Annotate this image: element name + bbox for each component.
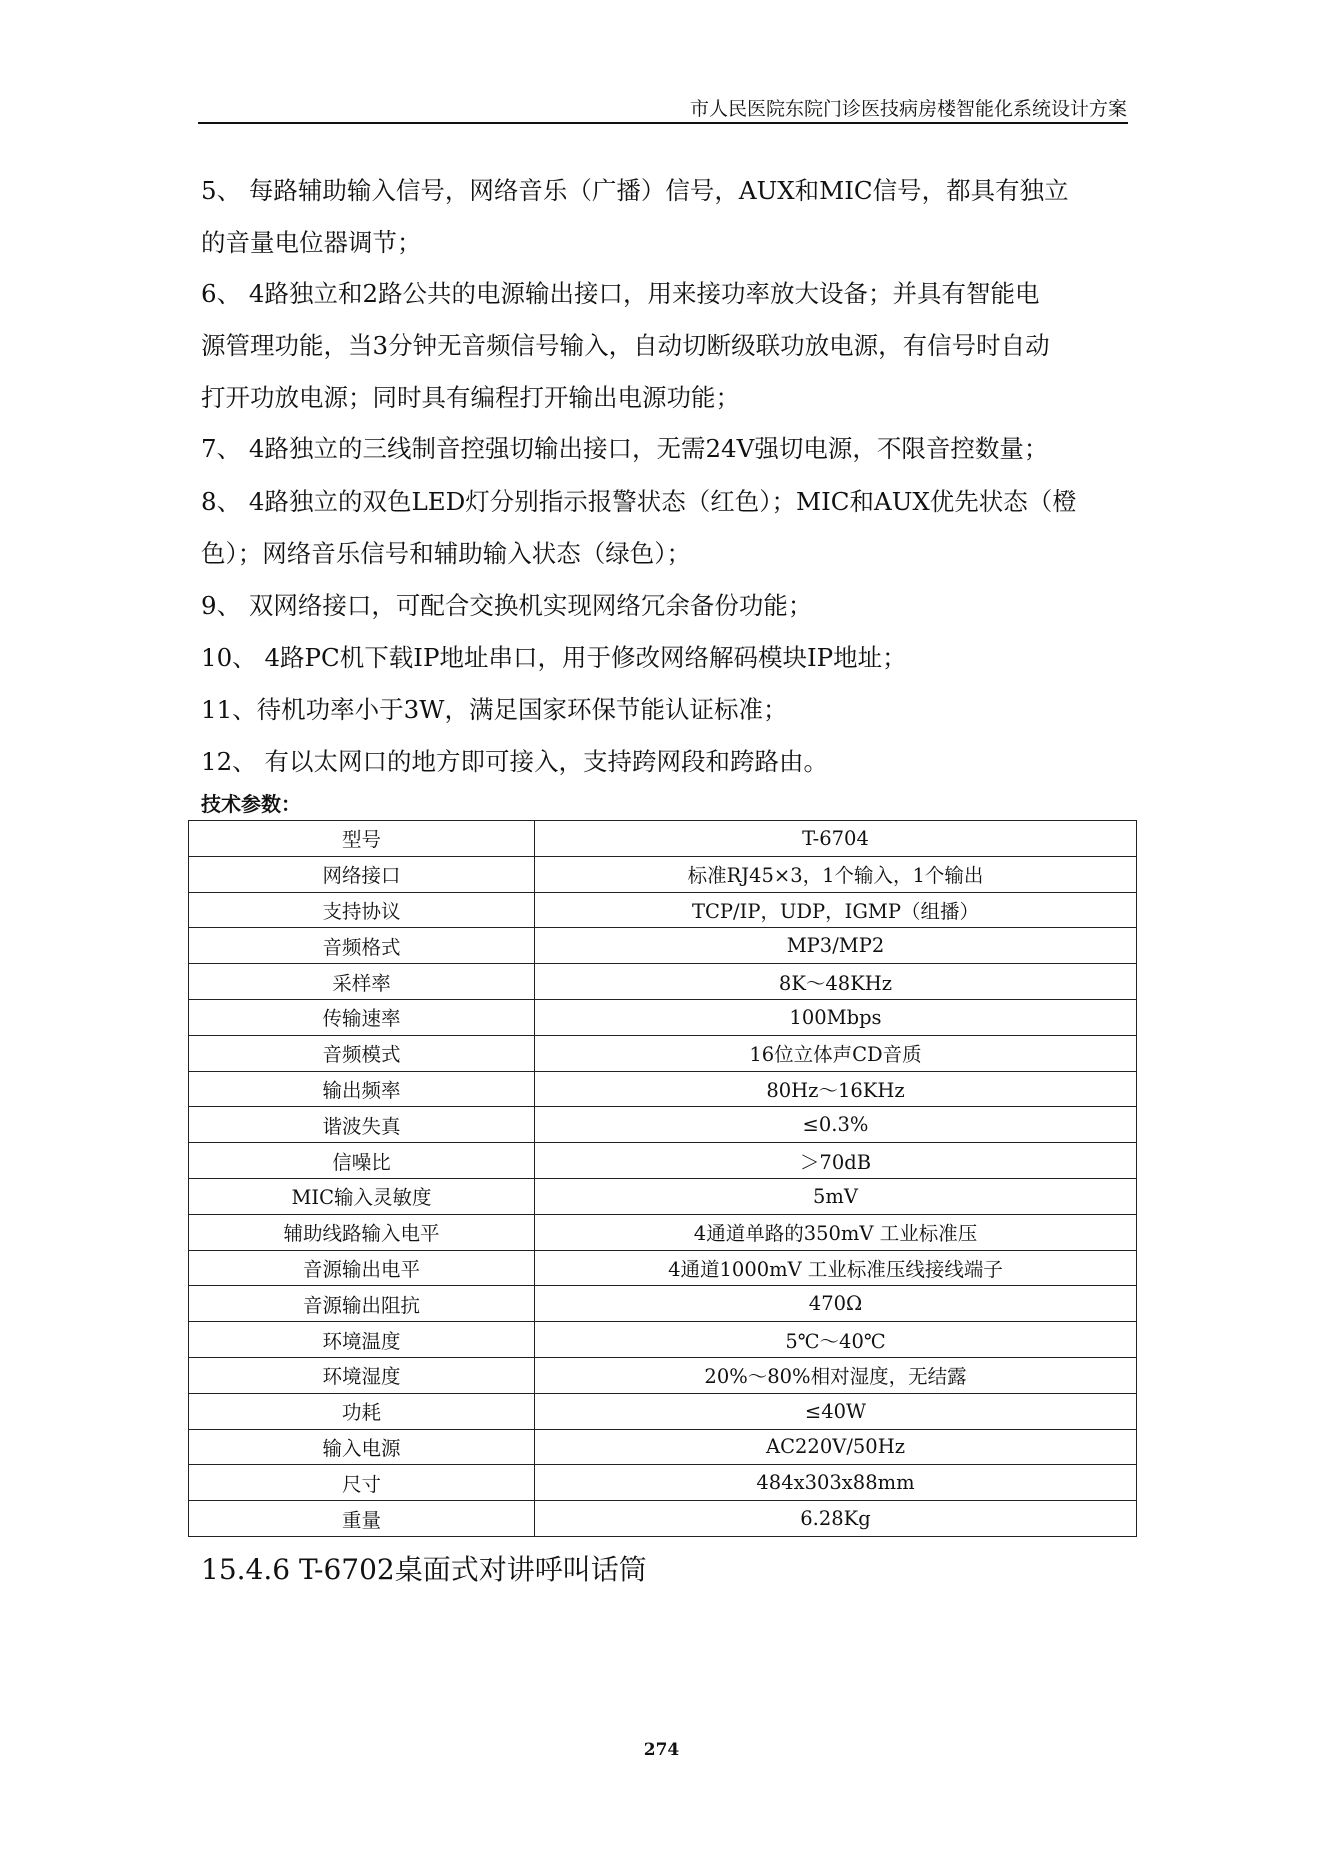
spec-param-name: 输出频率 bbox=[189, 1071, 535, 1107]
header-rule bbox=[198, 122, 1128, 124]
table-row bbox=[189, 1465, 1137, 1501]
paragraph bbox=[201, 684, 1131, 736]
paragraph bbox=[201, 476, 1131, 580]
spec-param-value: ≤0.3% bbox=[535, 1107, 1137, 1143]
spec-param-value: MP3/MP2 bbox=[535, 928, 1137, 964]
spec-param-name: 信噪比 bbox=[189, 1143, 535, 1179]
spec-param-name: 采样率 bbox=[189, 964, 535, 1000]
spec-param-value: 5℃～40℃ bbox=[535, 1322, 1137, 1358]
paragraph bbox=[201, 268, 1131, 424]
paragraph-line: 10、 4路PC机下载IP地址串口，用于修改网络解码模块IP地址； bbox=[201, 643, 907, 672]
spec-param-name: 尺寸 bbox=[189, 1465, 535, 1501]
paragraph-line: 6、 4路独立和2路公共的电源输出接口，用来接功率放大设备；并具有智能电 bbox=[201, 279, 1040, 308]
table-row bbox=[189, 856, 1137, 892]
spec-param-value: 标准RJ45×3，1个输入，1个输出 bbox=[535, 856, 1137, 892]
table-row bbox=[189, 1286, 1137, 1322]
table-row bbox=[189, 892, 1137, 928]
spec-param-value: 484x303x88mm bbox=[535, 1465, 1137, 1501]
spec-param-value: AC220V/50Hz bbox=[535, 1429, 1137, 1465]
spec-param-name: 支持协议 bbox=[189, 892, 535, 928]
spec-param-value: 80Hz～16KHz bbox=[535, 1071, 1137, 1107]
spec-param-name: 音频格式 bbox=[189, 928, 535, 964]
table-row bbox=[189, 928, 1137, 964]
paragraph-line: 8、 4路独立的双色LED灯分别指示报警状态（红色）；MIC和AUX优先状态（橙 bbox=[201, 487, 1077, 516]
spec-param-name: 环境湿度 bbox=[189, 1357, 535, 1393]
spec-param-value: 470Ω bbox=[535, 1286, 1137, 1322]
spec-param-value: 8K～48KHz bbox=[535, 964, 1137, 1000]
spec-param-name: 谐波失真 bbox=[189, 1107, 535, 1143]
table-row bbox=[189, 964, 1137, 1000]
spec-param-name: 输入电源 bbox=[189, 1429, 535, 1465]
spec-param-value: 5mV bbox=[535, 1178, 1137, 1214]
spec-param-name: MIC输入灵敏度 bbox=[189, 1178, 535, 1214]
paragraph-line: 打开功放电源；同时具有编程打开输出电源功能； bbox=[201, 383, 740, 412]
spec-param-name: 辅助线路输入电平 bbox=[189, 1214, 535, 1250]
paragraph bbox=[201, 632, 1131, 684]
spec-param-name: 重量 bbox=[189, 1501, 535, 1537]
paragraph-line: 12、 有以太网口的地方即可接入，支持跨网段和跨路由。 bbox=[201, 747, 828, 776]
spec-header-model: T-6704 bbox=[535, 821, 1137, 857]
paragraph-line: 色）；网络音乐信号和辅助输入状态（绿色）； bbox=[201, 539, 691, 568]
paragraph-line: 源管理功能，当3分钟无音频信号输入，自动切断级联功放电源，有信号时自动 bbox=[201, 331, 1050, 360]
table-row bbox=[189, 1250, 1137, 1286]
table-row bbox=[189, 999, 1137, 1035]
spec-param-name: 传输速率 bbox=[189, 999, 535, 1035]
spec-param-value: 16位立体声CD音质 bbox=[535, 1035, 1137, 1071]
table-row bbox=[189, 1501, 1137, 1537]
table-row bbox=[189, 1071, 1137, 1107]
tech-params-label: 技术参数： bbox=[201, 792, 301, 816]
table-row bbox=[189, 1214, 1137, 1250]
table-row bbox=[189, 1107, 1137, 1143]
paragraph bbox=[201, 736, 1131, 788]
section-heading: 15.4.6 T-6702桌面式对讲呼叫话筒 bbox=[201, 1553, 647, 1586]
paragraph bbox=[201, 165, 1131, 269]
spec-param-value: 20%～80%相对湿度，无结露 bbox=[535, 1357, 1137, 1393]
paragraph-line: 的音量电位器调节； bbox=[201, 228, 422, 257]
paragraph-line: 11、待机功率小于3W，满足国家环保节能认证标准； bbox=[201, 695, 788, 724]
spec-table-header-row bbox=[189, 821, 1137, 857]
table-row bbox=[189, 1393, 1137, 1429]
spec-param-value: 4通道单路的350mV 工业标准压 bbox=[535, 1214, 1137, 1250]
spec-param-name: 音源输出电平 bbox=[189, 1250, 535, 1286]
paragraph bbox=[201, 423, 1131, 475]
spec-param-name: 环境温度 bbox=[189, 1322, 535, 1358]
spec-param-name: 网络接口 bbox=[189, 856, 535, 892]
spec-param-name: 音源输出阻抗 bbox=[189, 1286, 535, 1322]
paragraph-line: 7、 4路独立的三线制音控强切输出接口，无需24V强切电源，不限音控数量； bbox=[201, 434, 1049, 463]
spec-param-value: 4通道1000mV 工业标准压线接线端子 bbox=[535, 1250, 1137, 1286]
table-row bbox=[189, 1035, 1137, 1071]
spec-param-name: 音频模式 bbox=[189, 1035, 535, 1071]
page-header-title: 市人民医院东院门诊医技病房楼智能化系统设计方案 bbox=[689, 98, 1127, 120]
spec-param-value: ＞70dB bbox=[535, 1143, 1137, 1179]
spec-param-value: TCP/IP，UDP，IGMP（组播） bbox=[535, 892, 1137, 928]
spec-param-value: 6.28Kg bbox=[535, 1501, 1137, 1537]
spec-table-body bbox=[189, 856, 1137, 1536]
spec-header-param: 型号 bbox=[189, 821, 535, 857]
spec-param-value: 100Mbps bbox=[535, 999, 1137, 1035]
table-row bbox=[189, 1357, 1137, 1393]
table-row bbox=[189, 1322, 1137, 1358]
paragraph bbox=[201, 580, 1131, 632]
paragraph-line: 9、 双网络接口，可配合交换机实现网络冗余备份功能； bbox=[201, 591, 813, 620]
spec-table bbox=[188, 820, 1137, 1537]
table-row bbox=[189, 1178, 1137, 1214]
spec-param-name: 功耗 bbox=[189, 1393, 535, 1429]
spec-param-value: ≤40W bbox=[535, 1393, 1137, 1429]
table-row bbox=[189, 1429, 1137, 1465]
table-row bbox=[189, 1143, 1137, 1179]
page-number: 274 bbox=[643, 1740, 680, 1760]
paragraph-line: 5、 每路辅助输入信号，网络音乐（广播）信号，AUX和MIC信号，都具有独立 bbox=[201, 176, 1069, 205]
